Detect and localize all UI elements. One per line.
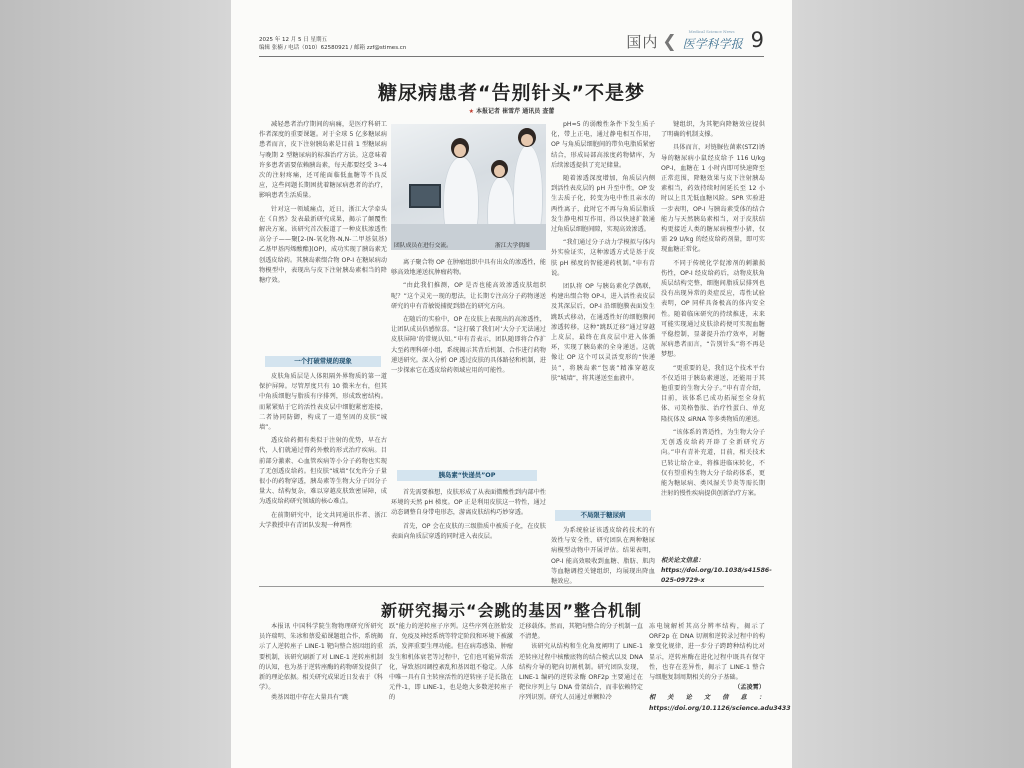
paragraph: 团队将 OP 与胰岛素化学偶联，构建出缀合物 OP-I，进入活性表皮层及其深层后，OP-I 沿细胞膜表面发生跳跃式移动，在通透性好的细胞膜间渗透转移，这种“跳跃迁移”通过穿越上皮层，最终在真皮层中进入体循环，实现了胰岛素的全身递送。这就像让 OP 这个可以灵活变形的“快递员”，将胰岛素“包裹”精准穿越皮肤“城墙”，将其递送至血液中。 (551, 283, 655, 382)
paragraph: 类基因组中存在大量具有“跳 (271, 694, 349, 702)
paragraph: 针对这一领域痛点，近日，浙江大学牵头在《自然》发表最新研究成果，揭示了颠覆性解决方案。该研究首次报道了一种皮肤渗透性高分子——聚[2-(N-氧化物-N,N-二甲基氨基)乙基甲基丙烯酸酯](OP)，成功实现了胰岛素无创透皮给药。其胰岛素缀合物 OP-I 在糖尿病动物模型中，表现出与皮下注射胰岛素相当的降糖疗效。 (259, 205, 387, 285)
paragraph: pH≈5 的弱酸性条件下发生质子化，带上正电，通过静电相互作用，OP 与角质层细胞间的带负电脂质紧密结合，形成局部高浓度药物储库，为后续渗透提供了充足储量。 (551, 121, 655, 169)
paragraph: “更重要的是，我们这个技术平台不仅适用于胰岛素递送，还能用于其他重要的生物大分子。”申有青介绍，目前，该体系已成功拓展至全身抗体、司美格鲁肽、治疗性蛋白、单克隆抗体及 siRNA 等多类物质的递送。 (661, 364, 765, 423)
paragraph: 该研究从结构和生化角度阐明了 LINE-1 逆转座过程中核酸底物的结合模式以及 DNA 结构介导的靶向切割机制。研究团队发现，LINE-1 编码的逆转录酶 ORF2p 主要通过在靶位序列上与 DNA 骨架结合，而非依赖特定序列识别。研究人员通过单颗粒冷 (519, 643, 643, 702)
photo-face (521, 134, 533, 146)
paragraph: 具体而言，对链脲佐菌素(STZ)诱导的糖尿病小鼠经皮给予 116 U/kg OP-I，血糖在 1 小时内即可快速降至正常范围，降糖效果与皮下注射胰岛素相当，药效持续时间延长至 12 小时以上且无低血糖风险。SPR 实验进一步表明，OP-I 与胰岛素受体的结合能力与天然胰岛素相当，对于皮肤结构更接近人类的糖尿病模型小猪，仅需 29 U/kg 的经皮给药剂量，即可实现血糖正常化。 (661, 144, 765, 254)
article2-signature: （孟凌霄） (734, 684, 765, 692)
paragraph: 透皮给药拥有类似于注射的优势，早在古代，人们就通过膏药外敷的形式治疗疾病。目前部分激素、心血管疾病等小分子药物也实现了无创透皮给药。但皮肤“城墙”仅允许分子量很小的药物穿透，胰岛素等生物大分子因分子量大、结构复杂，难以穿越皮肤致密屏障，成为透皮给药研究领域的核心难点。 (259, 437, 387, 506)
photo-credit: 浙江大学供图 (495, 243, 530, 249)
paragraph: 键组织，为其靶向降糖效应提供了明确的机制支撑。 (661, 121, 765, 139)
chevron-left-icon: ❮ (662, 32, 677, 52)
photo-face (494, 165, 505, 177)
article-divider (259, 586, 764, 587)
masthead-info (259, 36, 406, 52)
paragraph: 冻电镜解析其高分辨率结构，揭示了 ORF2p 在 DNA 切割和逆转录过程中的构象变化规律，进一步分子跨跨种结构比对显示，逆转座酶在进化过程中既具有保守性，也存在差异性，揭示了 LINE-1 整合与细胞复制周期相关的分子基础。 (649, 623, 765, 682)
paragraph: 随着渗透深度增加，角质层内侧到活性表皮层的 pH 升至中性，OP 发生去质子化，转变为电中性且亲水的两性离子，此时它不再与角质层脂质发生静电相互作用，得以快速扩散通过角质层细胞间隙，实现高效渗透。 (551, 175, 655, 234)
article1-column-1b (259, 372, 387, 580)
article2-column-3 (519, 622, 643, 768)
article1-column-3 (551, 120, 655, 506)
paragraph: 迁移载体。然而，其靶向整合的分子机制一直不清楚。 (519, 623, 643, 641)
byline-text: 本报记者 崔雪芹 通讯员 查蕾 (476, 108, 555, 115)
logo-text: 医学科学报 (682, 37, 743, 51)
article2-column-1 (259, 622, 383, 768)
paragraph: 离子聚合物 OP 在肿瘤组织中具有出众的渗透性，能够高效地递送抗肿瘤药物。 (391, 259, 546, 277)
logo-subtitle: Medical Science News (688, 29, 735, 34)
photo-monitor (409, 184, 441, 208)
paragraph: 减轻患者治疗期间的病痛，是医疗科研工作者深度的重要课题。对于全球 5 亿多糖尿病患者而言，皮下注射胰岛素是目前 1 型糖尿病与晚期 2 型糖尿病的标准治疗方法。这意味着许多患者需要依赖胰岛素，每天都要经受 3~4 次的注射疼痛，还可能面临低血糖等不良反应，这些问题长期困扰着糖尿病患者的治疗，影响患者生活质量。 (259, 121, 387, 200)
paragraph: 在前期研究中，论文共同通讯作者、浙江大学教授申有青团队发现一种两性 (259, 511, 387, 529)
article2-reference: 相关论文信息：https://doi.org/10.1126/science.adu3433 (649, 694, 791, 712)
photo-caption: 团队成员在进行交流。 (394, 243, 452, 249)
paragraph: 跃”能力的逆转座子序列。这些序列在胚胎发育、免疫及神经系统等特定阶段和环境下被激活，发挥重要生理功能。但在病毒感染、肿瘤发生和机体衰老等过程中，它们也可能异常活化，导致基因调控紊乱和基因组不稳定。人体中唯一具有自主转座活性的逆转座子是长散在元件-1，即 LINE-1，也是绝大多数逆转座子的 (389, 623, 513, 702)
paragraph: “我们通过分子动力学模拟与体内外实验证实，这种渗透方式是基于皮肤 pH 梯度的智能递药机制。”申有青说。 (551, 239, 655, 277)
star-icon: ★ (468, 108, 475, 115)
subhead-1: 一个打破常规的现象 (265, 356, 381, 367)
article1-byline (231, 106, 792, 115)
paragraph: 不同于传统化学促渗剂的刺激损伤性，OP-I 经皮给药后，动物皮肤角质层结构完整，细胞间脂质层排列也没有出现异常的炎症反应，毒性试验表明，OP 同样具备极高的体内安全性。随着临床研究的持续推进，未来可能实现通过皮肤涂药便可实现血糖平稳控制，显著提升治疗效率，对糖尿病患者而言，“告别针头”将不再是梦想。 (661, 259, 765, 359)
subhead-3: 不局限于糖尿病 (555, 510, 651, 521)
article2-column-2 (389, 622, 513, 768)
blurred-background-left (0, 0, 231, 768)
masthead-section (626, 28, 764, 52)
article2-column-4 (649, 622, 791, 768)
article1-reference: 相关论文信息：https://doi.org/10.1038/s41586-025-09729-x (661, 557, 772, 585)
article-photo (391, 124, 546, 250)
article1-column-3b (551, 526, 655, 586)
article1-column-4 (661, 120, 765, 556)
article2-title: 新研究揭示“会跳的基因”整合机制 (380, 601, 643, 620)
blurred-background-right (792, 0, 1024, 768)
paragraph: 首先需要推想，皮肤形成了从表面微酸性到内部中性环境的天然 pH 梯度。OP 正是利用皮肤这一特性，通过动态调整自身带电形态，游离皮肤结构巧妙穿透。 (391, 489, 546, 517)
paragraph: “该体系的普适性，为生物大分子无创透皮给药开辟了全新研究方向。”申有青补充道，目前，相关技术已转让给企业，将推进临床转化，不仅有望重构生物大分子给药体系，更能为糖尿病、类风湿关节炎等需长期注射的慢性疾病提供创新治疗方案。 (661, 428, 765, 498)
article1-column-2 (391, 258, 546, 464)
header-rule (259, 56, 764, 57)
page-number: 9 (750, 28, 764, 52)
photo-face (454, 144, 466, 157)
newspaper-page (231, 0, 792, 768)
contact-line: 编辑 张楠 / 电话（010）62580921 / 邮箱 zzf@stimes.cn (259, 45, 407, 51)
paragraph: 首先，OP 会在皮肤的三级脂质中被质子化，在皮肤表面向角质层穿透的同时进入表皮层。 (391, 522, 546, 540)
newspaper-logo (682, 29, 743, 52)
paragraph: 为系统验证该透皮给药技术的有效性与安全性，研究团队在两种糖尿病模型动物中开展评估。结果表明，OP-I 能高效吸收到血糖、脂肪、肌肉等血糖调控关键组织，均展现出降血糖效应。 (551, 527, 655, 586)
paragraph: 皮肤角质层是人体阻隔外界物质的第一道保护屏障。尽管厚度只有 10 微米左右，但其中角质细胞与脂质有序排列，形成致密结构。而紧紧贴于它的活性表皮层中细胞紧密连接，二者协同防御，构成了一道坚固的皮肤“城墙”。 (259, 373, 387, 432)
paragraph: 本报讯 中国科学院生物物理研究所研究员许瑞明、朱冰和蔡爱茹课题组合作，系统揭示了人逆转座子 LINE-1 靶向整合基因组的重要机制，该研究刷新了对 LINE-1 逆转座机制的认知，也为基于逆转座酶的药物研发提供了新的理论依据。相关研究成果近日发表于《科学》。 (259, 623, 383, 692)
article1-column-2b (391, 488, 546, 582)
section-label: 国内 (626, 33, 659, 51)
article1-title: 糖尿病患者“告别针头”不是梦 (378, 82, 645, 104)
paragraph: “由此我们推测，OP 是否也能高效渗透皮肤组织呢？”这个灵光一现的想法，让长期专注高分子药物递送研究的申有青敏锐捕捉到潜在的研究方向。 (391, 282, 546, 310)
paragraph: 在随后的实验中，OP 在皮肤上表现出的高渗透性，让团队成员倍感惊喜。“这打破了我们对‘大分子无法通过皮肤屏障’的常规认知。”申有青表示，团队随即将合作扩大至药理科研小组，系统揭示其背后机制、合作进行药物递送研究。深入分析 OP 透过皮肤的具体路径和机制，进一步探索它在透皮给药领域应用的可能性。 (391, 316, 546, 375)
subhead-2: 胰岛素“快递员”OP (397, 470, 537, 481)
date-line: 2025 年 12 月 5 日 星期五 (259, 37, 327, 43)
article1-column-1 (259, 120, 387, 362)
